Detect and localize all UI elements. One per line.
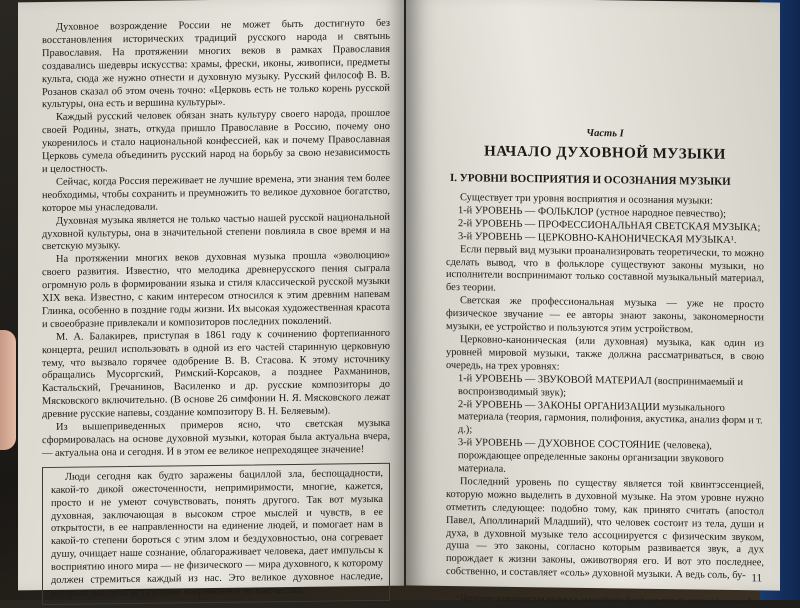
right-page [406, 0, 780, 607]
left-paragraph-3: Сейчас, когда Россия переживает не лучшие времена, эти знания тем более необходимы, чтобы сохранить и преумножить то великое духовное богатство, которое мы унаследовали. [42, 172, 390, 214]
boxed-passage [42, 463, 390, 605]
right-paragraph-1: Если первый вид музыки проанализировать теоретически, то можно сделать вывод, что в фольклоре существуют законы музыки, но исполнители воспринимают только составной музыкальный материал, без теории. [446, 243, 764, 294]
left-paragraph-1: Духовное возрождение России не может быть достигнуто без восстановления исторических традиций русского народа и святынь Православия. На протяжении многих веков в рамках Православия создавались шедевры искусства: храмы, фрески, иконы, живописи, предметы культа, сюда же нужно отнести и духовную музыку. Русский философ В. В. Розанов сказал об этом очень точно: «Церковь есть не только корень русской культуры, она есть и вершина культуры». [42, 17, 390, 111]
levels-list-a [446, 205, 764, 248]
part-label: Часть I [586, 127, 624, 140]
page-number: 11 [751, 572, 762, 585]
level-item: 2-й УРОВЕНЬ — ПРОФЕССИОНАЛЬНАЯ СВЕТСКАЯ МУЗЫКА; [458, 217, 761, 234]
left-paragraph-4: Духовная музыка является не только частью нашей русской национальной духовной культуры, она в значительной степени повлияла в свое время и на светскую музыку. [42, 211, 390, 253]
level-item: 1-й УРОВЕНЬ — ЗВУКОВОЙ МАТЕРИАЛ (воспринимаемый и воспроизводимый звук); [458, 372, 744, 399]
boxed-paragraph: Люди сегодня как будто заражены бациллой зла, беспощадности, какой-то дикой ожесточенности, непримиримости, многие, кажется, просто и не умеют сочувствовать, понять другого. Так вот музыка духовная, заключающая в высоком строе мыслей и чувств, в ее открытости, в ее направленности на единение людей, и помогает нам в какой-то степени бороться с этим злом и бездуховностью, она согревает душу, очищает наше сознание, облагораживает человека, дает импульсы к восприятию иного мира — не физического — мира духовного, к которому должен стремиться каждый из нас. Это великое духовное наследие, которым располагает сегодня современное человечество. [51, 467, 383, 599]
section-title: I. УРОВНИ ВОСПРИЯТИЯ И ОСОЗНАНИЯ МУЗЫКИ [450, 172, 731, 188]
part-title: НАЧАЛО ДУХОВНОЙ МУЗЫКИ [484, 143, 726, 163]
left-paragraph-5: На протяжении многих веков духовная музыка прошла «эволюцию» своего развития. Известно, что мелодика древнерусского пения сыграла огромную роль в формировании языка и стиля классической русской музыки XIX века. Известно, с каким интересом относился к этим древним напевам Глинка, особенно в поздние годы жизни. Их высокая художественная красота и своеобразие привлекали и композиторов последних поколений. [42, 250, 390, 330]
level-item: 3-й УРОВЕНЬ — ЦЕРКОВНО-КАНОНИЧЕСКАЯ МУЗЫКА¹. [458, 230, 737, 246]
left-paragraph-6: М. А. Балакирев, приступая в 1861 году к сочинению фортепианного концерта, решил использовать в одной из его частей старинную церковную тему, что вызвало горячее одобрение В. В. Стасова. К этому источнику обращались Мусоргский, Римский-Корсаков, а позднее Рахманинов, Кастальский, Гречанинов, Василенко и др. русские композиторы до Мясковского включительно. (В основе 26 симфонии Н. Я. Мясковского лежат древние русские напевы, создание композитору В. Н. Беляевым). [42, 327, 390, 421]
level-item: 3-й УРОВЕНЬ — ДУХОВНОЕ СОСТОЯНИЕ (человека), порождающее определенные законы организации звукового материала. [458, 437, 724, 475]
level-item: 2-й УРОВЕНЬ — ЗАКОНЫ ОРГАНИЗАЦИИ музыкального материала (теория, гармония, полифония, акустика, анализ форм и т. д.); [458, 398, 763, 436]
left-paragraph-2: Каждый русский человек обязан знать культуру своего народа, прошлое своей Родины, знать, откуда пришло Православие в Россию, почему оно укоренилось и стало национальной конфессией, как и почему Православная Церковь сумела объединить русский народ на борьбу за свою независимость и целостность. [42, 108, 390, 176]
levels-list-b [446, 373, 764, 481]
left-page [18, 0, 404, 599]
intro-paragraph: Существует три уровня восприятия и осознания музыки: [460, 192, 713, 207]
left-paragraph-7: Из вышеприведенных примеров ясно, что светская музыка сформировалась на основе духовной музыки, которая была актуальна вчера,— актуальна она и сегодня. И в этом ее великое непреходящее значение! [42, 417, 390, 459]
open-book [10, 0, 782, 607]
right-paragraph-2: Светская же профессиональная музыка — уже не просто физическое звучание — ее авторы знают законы, закономерности музыки, ее устройство и пользуются этим устройством. [446, 295, 764, 336]
right-paragraph-3: Церковно-каноническая (или духовная) музыка, как один из уровней мировой музыки, также должна рассматриваться, в свою очередь, на трех уровнях: [446, 334, 764, 373]
right-paragraph-4: Последний уровень по существу является той квинтэссенцией, которую можно выделить в духовной музыке. На этом уровне нужно отметить следующее: подобно тому, как принято считать (апостол Павел, Аполлинарий Младший), что человек состоит из тела, души и духа, в духовной музыке тело ассоциируется с физическим звуком, душа — это законы, согласно которым развивается звук, а дух порождает к жизни законы, оживотворяя его. И вот это последнее, собственно, и составляет «соль» духовной музыки. А ведь соль, бу- [446, 476, 764, 582]
footnote: ¹ Церковно-каноническая музыка в дальнейшем будет называться духовной музыкой. [456, 593, 754, 607]
level-item: 1-й УРОВЕНЬ — ФОЛЬКЛОР (устное народное певчество); [458, 205, 726, 220]
